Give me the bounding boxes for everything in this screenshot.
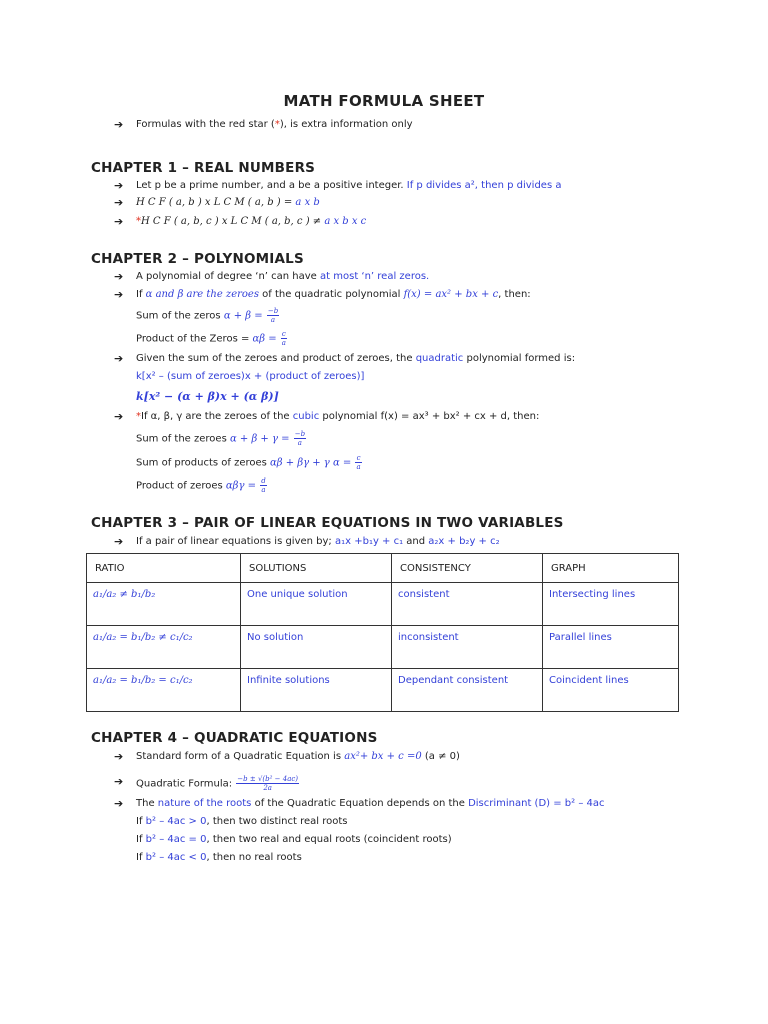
text: H C F ( a, b ) x L C M ( a, b ) = [136,197,296,208]
highlight-text: Discriminant (D) = b² – 4ac [468,798,605,809]
ch4-line-6 [136,851,302,865]
solutions-cell: Infinite solutions [241,669,392,712]
ch2-line-3 [136,352,575,366]
fraction [267,307,279,324]
numerator: −b [267,307,279,315]
highlight-text: a x b x c [324,216,367,227]
text: Quadratic Formula: [136,778,236,790]
chapter-2-heading: CHAPTER 2 – POLYNOMIALS [91,251,304,267]
table-header-row [87,554,679,583]
fraction [294,430,306,447]
highlight-text: a₁x +b₁y + c₁ [334,536,404,547]
formula: αβ + βγ + γ α = [270,457,352,469]
text: of the quadratic polynomial [258,289,404,300]
numerator: c [281,330,286,338]
ch4-line-2 [136,775,300,792]
text: (a ≠ 0) [421,751,460,762]
highlight-text: a₂x + b₂y + c₂ [428,536,500,547]
highlight-text: at most ‘n’ real zeros. [320,271,430,282]
highlight-text: ax²+ bx + c =0 [344,751,422,762]
graph-cell: Coincident lines [543,669,679,712]
text: Standard form of a Quadratic Equation is [136,751,345,762]
text: Product of the Zeros = [136,333,253,345]
ch2-cubic-sop [136,454,363,471]
arrow-right-icon: ➔ [114,797,124,810]
arrow-right-icon: ➔ [114,535,124,548]
formula: α + β + γ = [229,433,290,445]
text: , then two real and equal roots (coincident roots) [206,834,452,845]
text: If a pair of linear equations is given by; [136,536,335,547]
text: Sum of the zeroes [136,433,230,445]
header-solutions: SOLUTIONS [241,554,392,583]
page-title: MATH FORMULA SHEET [283,92,485,110]
fraction [355,454,361,471]
text: polynomial f(x) = ax³ + bx² + cx + d, then: [319,411,540,422]
ch2-cubic-sum [136,430,307,447]
ch2-line-1 [136,270,429,284]
ratio-cell: a₁/a₂ = b₁/b₂ = c₁/c₂ [87,669,241,712]
ch2-line-5: k[x² − (α + β)x + (α β)] [136,390,279,403]
arrow-right-icon: ➔ [114,118,124,131]
text: If α, β, γ are the zeroes of the [141,411,293,422]
ratio-cell: a₁/a₂ = b₁/b₂ ≠ c₁/c₂ [87,626,241,669]
numerator: −b [294,430,306,438]
consistency-cell: Dependant consistent [392,669,543,712]
text: Given the sum of the zeroes and product of zeroes, the [136,353,416,364]
formula: αβ = [252,333,277,345]
linear-equations-table [86,553,679,712]
text: If [136,816,146,827]
text: The [136,798,158,809]
fraction [281,330,287,347]
ch2-line-4: k[x² – (sum of zeroes)x + (product of zeroes)] [136,371,365,382]
ch3-line-1 [136,535,500,549]
text: polynomial formed is: [463,353,576,364]
chapter-1-heading: CHAPTER 1 – REAL NUMBERS [91,160,316,176]
red-star: * [136,411,141,422]
intro-text: Formulas with the red star ( [136,119,275,130]
ch4-line-3 [136,797,605,811]
ch2-cubic-product [136,477,268,494]
highlight-text: b² – 4ac = 0 [145,834,207,845]
ch2-sum-zeros [136,307,280,324]
graph-cell: Parallel lines [543,626,679,669]
ch1-line-1 [136,179,561,193]
highlight-text: If p divides a², then p divides a [406,180,562,191]
text: of the Quadratic Equation depends on the [251,798,469,809]
ch4-line-1 [136,750,460,764]
denominator: a [297,439,302,447]
numerator: d [261,477,266,485]
text: Sum of products of zeroes [136,457,271,469]
highlight-text: quadratic [415,353,464,364]
highlight-text: a x b [295,197,320,208]
text: , then two distinct real roots [206,816,348,827]
text: H C F ( a, b, c ) x L C M ( a, b, c ) ≠ [141,216,325,227]
numerator: c [356,454,361,462]
header-ratio: RATIO [87,554,241,583]
text: If [136,852,146,863]
red-star: * [274,119,280,130]
denominator: a [261,486,266,494]
intro-line [136,118,413,132]
table-row [87,626,679,669]
ratio-cell: a₁/a₂ ≠ b₁/b₂ [87,583,241,626]
text: and [403,536,429,547]
text: , then no real roots [206,852,302,863]
intro-text-end: ), is extra information only [279,119,413,130]
text: A polynomial of degree ‘n’ can have [136,271,321,282]
formula: αβγ = [225,480,256,492]
text: If [136,834,146,845]
header-graph: GRAPH [543,554,679,583]
arrow-right-icon: ➔ [114,288,124,301]
denominator: a [281,339,286,347]
header-consistency: CONSISTENCY [392,554,543,583]
ch2-line-2 [136,288,531,302]
chapter-3-heading: CHAPTER 3 – PAIR OF LINEAR EQUATIONS IN TWO VARIABLES [91,515,564,531]
table-row [87,669,679,712]
highlight-text: b² – 4ac > 0 [145,816,207,827]
ch4-line-4 [136,815,348,829]
consistency-cell: consistent [392,583,543,626]
arrow-right-icon: ➔ [114,410,124,423]
quadratic-formula-fraction [236,775,299,792]
formula: α + β = [223,310,263,322]
ch1-line-2 [136,196,320,210]
ch1-line-3 [136,215,366,229]
text: Product of zeroes [136,480,226,492]
text: , then: [498,289,531,300]
arrow-right-icon: ➔ [114,196,124,209]
arrow-right-icon: ➔ [114,750,124,763]
graph-cell: Intersecting lines [543,583,679,626]
consistency-cell: inconsistent [392,626,543,669]
arrow-right-icon: ➔ [114,270,124,283]
highlight-text: α and β are the zeroes [145,289,259,300]
text: Let p be a prime number, and a be a positive integer. [136,180,407,191]
table-row [87,583,679,626]
text: Sum of the zeros [136,310,224,322]
solutions-cell: One unique solution [241,583,392,626]
ch2-product-zeros [136,330,288,347]
arrow-right-icon: ➔ [114,215,124,228]
highlight-text: f(x) = ax² + bx + c [403,289,499,300]
red-star: * [136,216,141,227]
denominator: a [270,316,276,324]
arrow-right-icon: ➔ [114,775,124,788]
chapter-4-heading: CHAPTER 4 – QUADRATIC EQUATIONS [91,730,378,746]
fraction [260,477,266,494]
denominator: a [356,463,361,471]
highlight-text: cubic [292,411,320,422]
arrow-right-icon: ➔ [114,179,124,192]
ch4-line-5 [136,833,452,847]
text: If [136,289,146,300]
denominator: 2a [263,784,272,792]
highlight-text: nature of the roots [157,798,252,809]
arrow-right-icon: ➔ [114,352,124,365]
ch2-line-6 [136,410,539,424]
highlight-text: b² – 4ac < 0 [145,852,207,863]
numerator: −b ± √(b² − 4ac) [237,775,299,783]
solutions-cell: No solution [241,626,392,669]
